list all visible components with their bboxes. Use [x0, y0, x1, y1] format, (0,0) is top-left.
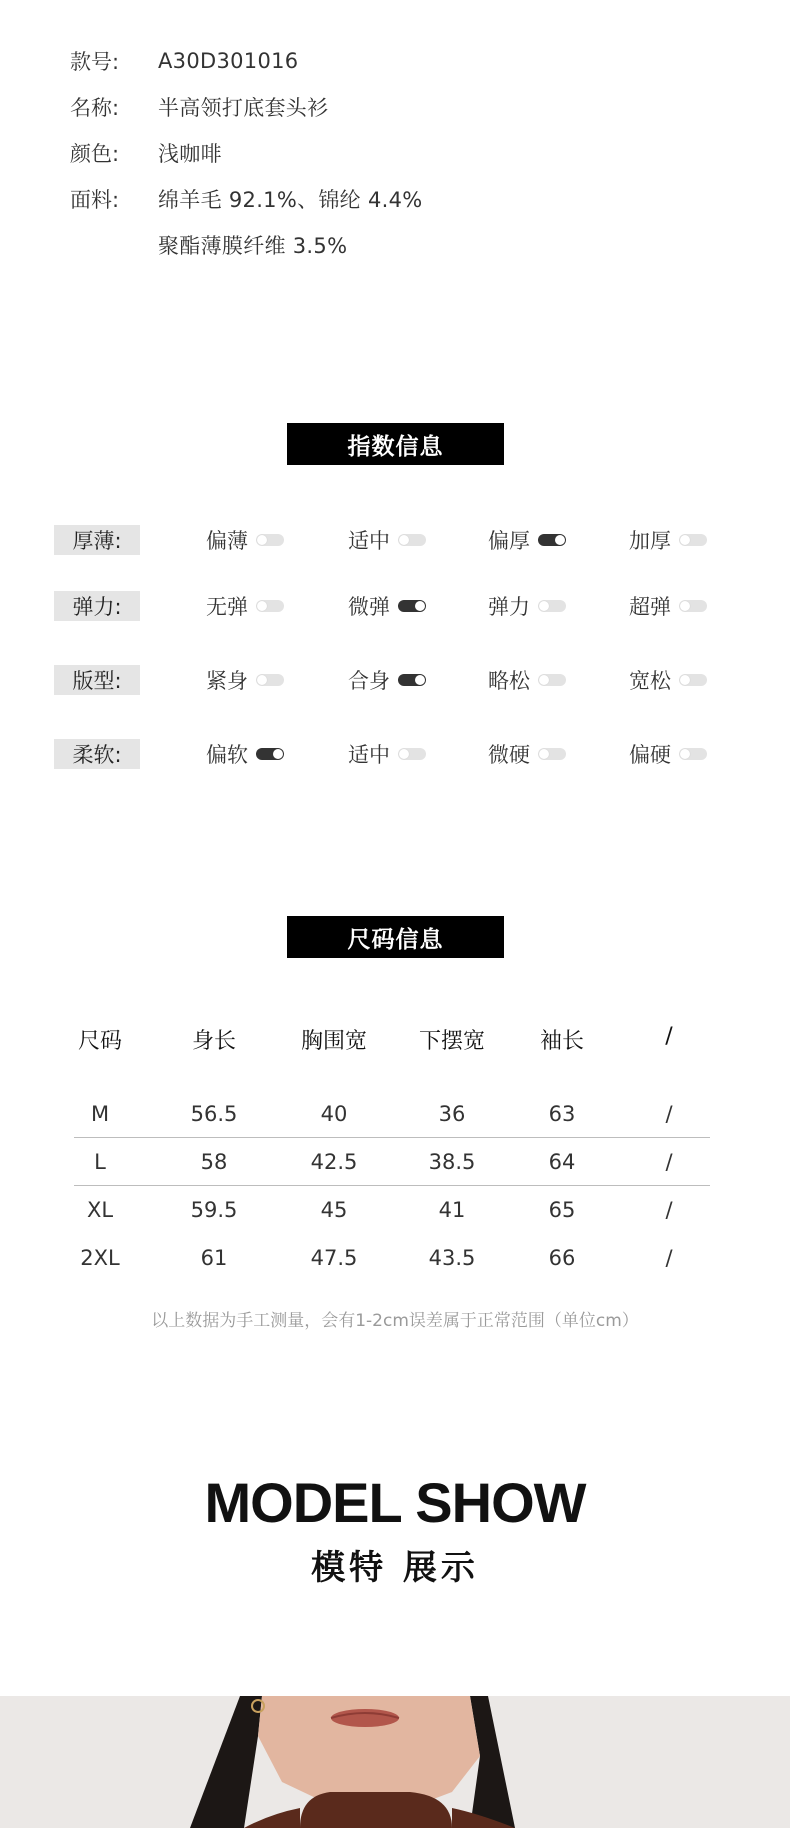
info-value: 浅咖啡	[158, 142, 222, 166]
option-label: 适中	[348, 743, 390, 767]
table-cell: 42.5	[310, 1150, 358, 1174]
index-row-softness	[54, 739, 744, 771]
table-header-row	[74, 1016, 710, 1076]
size-info-banner: 尺码信息	[287, 916, 504, 958]
info-label: 款号:	[70, 50, 120, 74]
option-label: 适中	[348, 529, 390, 553]
index-option	[348, 591, 426, 621]
toggle-icon	[679, 600, 707, 612]
table-cell: XL	[86, 1198, 114, 1222]
table-header-cell: /	[665, 1024, 673, 1049]
product-info	[70, 38, 720, 268]
index-label: 柔软:	[54, 739, 140, 769]
toggle-icon	[256, 674, 284, 686]
table-header-cell: 下摆宽	[418, 1029, 485, 1054]
index-option	[206, 739, 284, 769]
index-label: 版型:	[54, 665, 140, 695]
measurement-note: 以上数据为手工测量，会有1-2cm误差属于正常范围（单位cm）	[151, 1311, 639, 1331]
table-cell: 63	[548, 1102, 576, 1126]
info-label: 颜色:	[70, 142, 120, 166]
toggle-icon	[398, 600, 426, 612]
option-label: 紧身	[206, 669, 248, 693]
option-label: 偏薄	[206, 529, 248, 553]
table-header-cell: 胸围宽	[300, 1029, 367, 1054]
option-label: 偏软	[206, 743, 248, 767]
toggle-icon	[679, 534, 707, 546]
info-row-fabric-2	[70, 222, 720, 268]
index-option	[488, 525, 566, 555]
model-photo-image	[0, 1696, 790, 1828]
table-cell: 43.5	[428, 1246, 476, 1270]
toggle-icon	[538, 748, 566, 760]
index-label: 厚薄:	[54, 525, 140, 555]
index-option	[348, 525, 426, 555]
info-row-fabric	[70, 176, 720, 222]
info-label: 名称:	[70, 96, 120, 120]
option-label: 偏厚	[488, 529, 530, 553]
index-option	[629, 739, 707, 769]
table-row	[74, 1186, 710, 1234]
option-label: 略松	[488, 669, 530, 693]
info-label: 面料:	[70, 188, 120, 212]
option-label: 偏硬	[629, 743, 671, 767]
table-cell: 66	[548, 1246, 576, 1270]
toggle-icon	[256, 600, 284, 612]
index-option	[206, 525, 284, 555]
model-photo	[0, 1696, 790, 1828]
table-cell: 45	[320, 1198, 348, 1222]
table-header-cell: 袖长	[539, 1029, 584, 1054]
index-option	[488, 665, 566, 695]
table-cell: 2XL	[80, 1246, 120, 1270]
table-cell: /	[665, 1150, 673, 1174]
index-option	[206, 665, 284, 695]
option-label: 加厚	[629, 529, 671, 553]
table-row	[74, 1090, 710, 1138]
index-option	[488, 591, 566, 621]
option-label: 无弹	[206, 595, 248, 619]
table-cell: 38.5	[428, 1150, 476, 1174]
toggle-icon	[679, 674, 707, 686]
index-option	[629, 591, 707, 621]
info-row-name	[70, 84, 720, 130]
option-label: 微弹	[348, 595, 390, 619]
info-value: 半高领打底套头衫	[158, 96, 329, 120]
index-option	[629, 525, 707, 555]
toggle-icon	[398, 674, 426, 686]
toggle-icon	[538, 600, 566, 612]
table-cell: /	[665, 1102, 673, 1126]
index-option	[348, 665, 426, 695]
toggle-icon	[398, 534, 426, 546]
table-cell: /	[665, 1246, 673, 1270]
info-row-color	[70, 130, 720, 176]
table-cell: L	[94, 1150, 106, 1174]
toggle-icon	[679, 748, 707, 760]
info-value: 聚酯薄膜纤维 3.5%	[158, 234, 348, 258]
table-cell: 41	[438, 1198, 466, 1222]
index-info-banner: 指数信息	[287, 423, 504, 465]
toggle-icon	[398, 748, 426, 760]
table-row	[74, 1138, 710, 1186]
table-cell: 59.5	[190, 1198, 238, 1222]
table-cell: M	[90, 1102, 110, 1126]
toggle-icon	[538, 674, 566, 686]
toggle-icon	[538, 534, 566, 546]
index-row-thickness	[54, 525, 744, 557]
option-label: 超弹	[629, 595, 671, 619]
table-cell: 36	[438, 1102, 466, 1126]
table-cell: 40	[320, 1102, 348, 1126]
table-cell: 47.5	[310, 1246, 358, 1270]
index-option	[488, 739, 566, 769]
table-cell: 64	[548, 1150, 576, 1174]
index-row-fit	[54, 665, 744, 697]
toggle-icon	[256, 534, 284, 546]
size-table	[74, 1016, 710, 1282]
table-cell: 58	[200, 1150, 228, 1174]
option-label: 合身	[348, 669, 390, 693]
option-label: 微硬	[488, 743, 530, 767]
index-row-elasticity	[54, 591, 744, 623]
table-header-cell: 尺码	[77, 1029, 122, 1054]
info-value: 绵羊毛 92.1%、锦纶 4.4%	[158, 188, 423, 212]
table-header-cell: 身长	[191, 1029, 236, 1054]
index-label: 弹力:	[54, 591, 140, 621]
model-show-subtitle: 模特 展示	[311, 1548, 479, 1588]
table-cell: 65	[548, 1198, 576, 1222]
index-option	[629, 665, 707, 695]
option-label: 宽松	[629, 669, 671, 693]
table-cell: 56.5	[190, 1102, 238, 1126]
info-row-style-no	[70, 38, 720, 84]
option-label: 弹力	[488, 595, 530, 619]
index-option	[348, 739, 426, 769]
table-cell: 61	[200, 1246, 228, 1270]
model-show-title: MODEL SHOW	[204, 1471, 586, 1534]
table-row	[74, 1234, 710, 1282]
toggle-icon	[256, 748, 284, 760]
index-option	[206, 591, 284, 621]
table-cell: /	[665, 1198, 673, 1222]
info-value: A30D301016	[158, 49, 299, 73]
